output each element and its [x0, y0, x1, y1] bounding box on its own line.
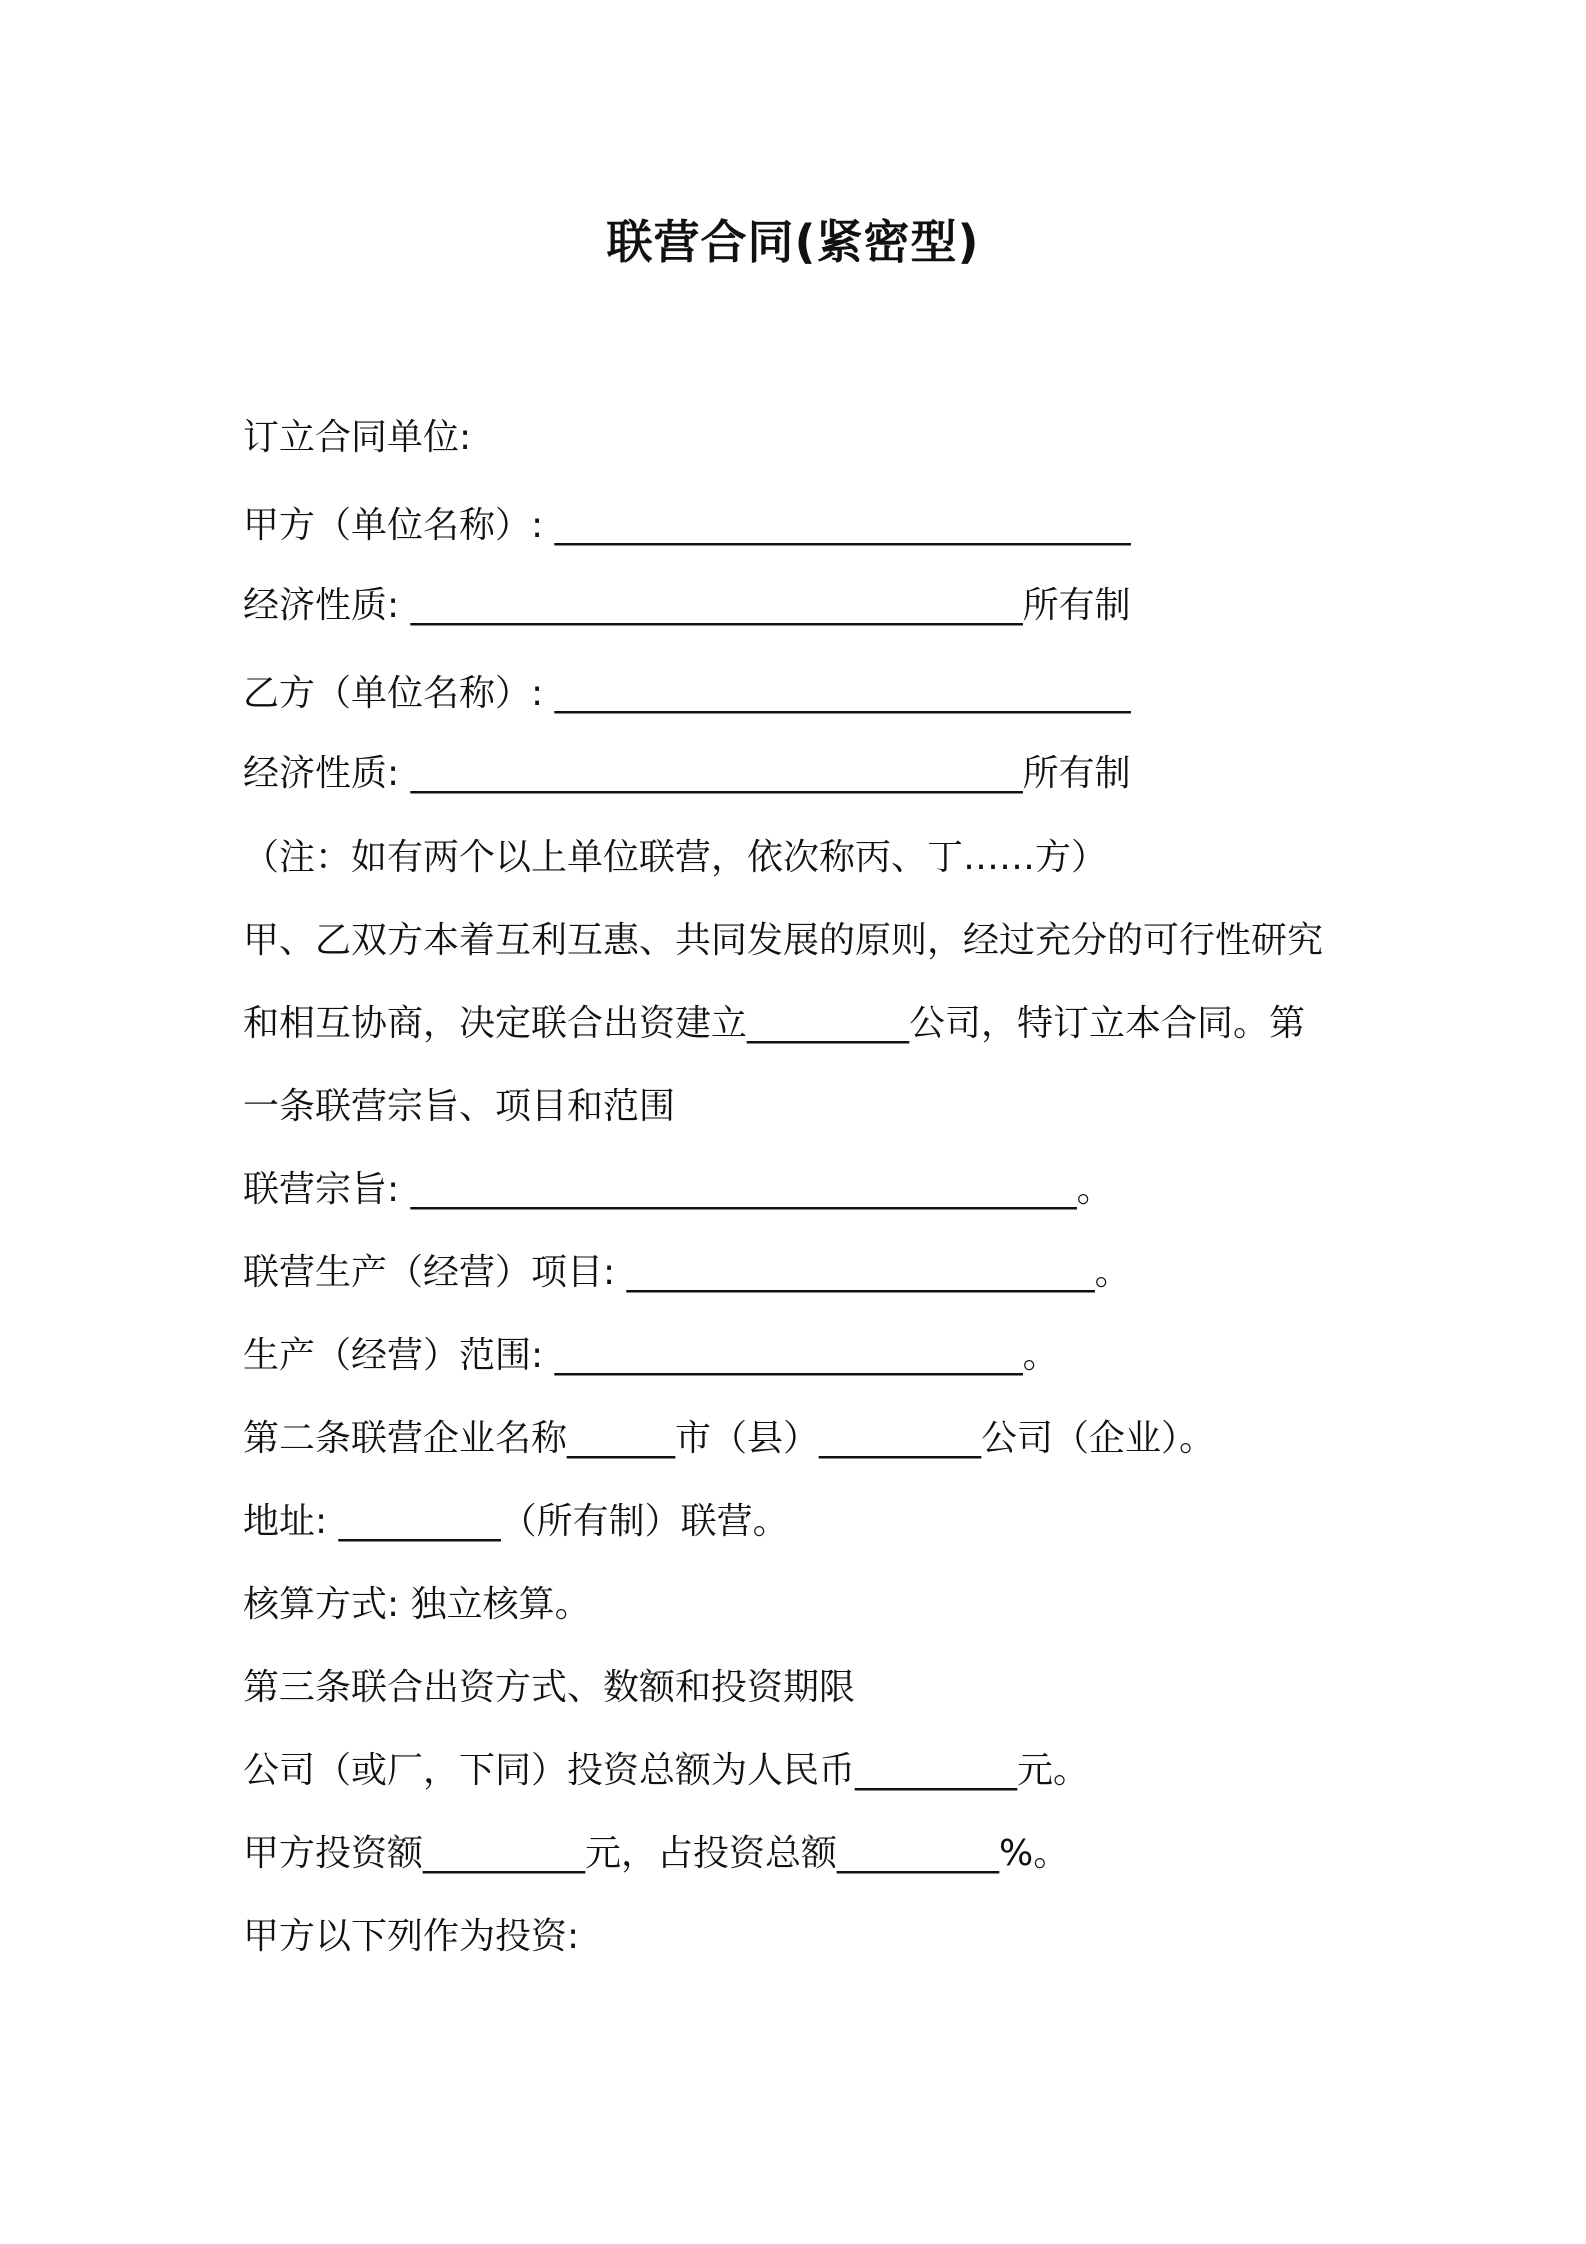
note-line: （注：如有两个以上单位联营，依次称丙、丁……方） — [243, 837, 1108, 878]
article-one-heading: 一条联营宗旨、项目和范围 — [243, 1086, 676, 1127]
party-b-name-line: 乙方（单位名称）: ________________________________ — [243, 673, 1131, 714]
party-a-investment-line: 甲方投资额_________元，占投资总额_________%。 — [243, 1833, 1070, 1874]
scope-line: 生产（经营）范围: __________________________。 — [243, 1335, 1059, 1376]
contract-parties-heading: 订立合同单位: — [243, 417, 472, 458]
address-line: 地址: _________（所有制）联营。 — [243, 1501, 789, 1542]
party-b-economic-nature-line: 经济性质: __________________________________所有制 — [243, 753, 1131, 794]
party-a-name-line: 甲方（单位名称）: ________________________________ — [243, 505, 1131, 546]
article-three-heading: 第三条联合出资方式、数额和投资期限 — [243, 1667, 856, 1708]
total-investment-line: 公司（或厂，下同）投资总额为人民币_________元。 — [243, 1750, 1090, 1791]
joint-project-line: 联营生产（经营）项目: __________________________。 — [243, 1252, 1131, 1293]
party-a-economic-nature-line: 经济性质: __________________________________所有制 — [243, 585, 1131, 626]
paragraph-line-1: 甲、乙双方本着互利互惠、共同发展的原则，经过充分的可行性研究 — [243, 920, 1324, 961]
paragraph-line-2: 和相互协商，决定联合出资建立_________公司，特订立本合同。第 — [243, 1003, 1306, 1044]
joint-purpose-line: 联营宗旨: _____________________________________。 — [243, 1169, 1113, 1210]
party-a-investment-items-line: 甲方以下列作为投资: — [243, 1916, 580, 1957]
document-title: 联营合同(紧密型) — [606, 215, 980, 269]
article-two-line: 第二条联营企业名称______市（县）_________公司（企业）。 — [243, 1418, 1216, 1459]
accounting-line: 核算方式: 独立核算。 — [243, 1584, 591, 1625]
